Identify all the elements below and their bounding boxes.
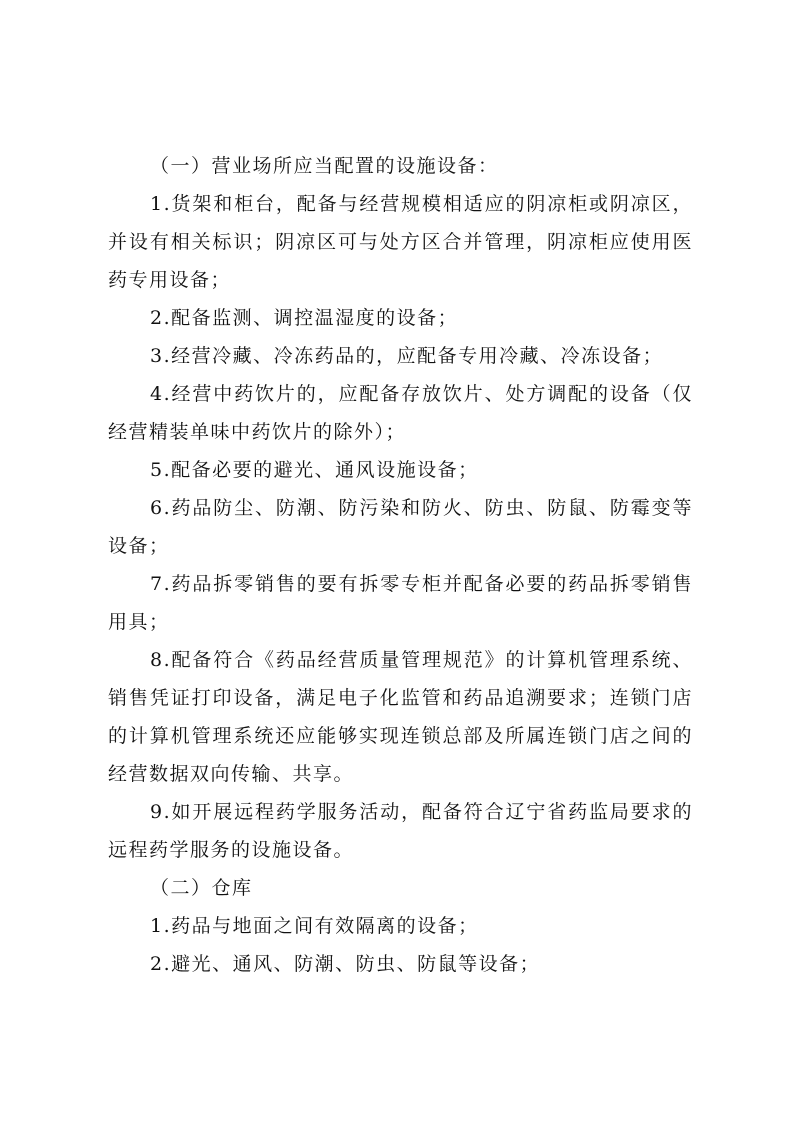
section-heading-warehouse: （二）仓库 — [150, 877, 253, 899]
list-item: 1.货架和柜台，配备与经营规模相适应的阴凉柜或阴凉区，并设有相关标识；阴凉区可与处方区合并管理，阴凉柜应使用医药专用设备； — [108, 193, 693, 291]
list-item: 5.配备必要的避光、通风设施设备； — [150, 459, 479, 481]
list-item: 8.配备符合《药品经营质量管理规范》的计算机管理系统、销售凭证打印设备，满足电子化监管和药品追溯要求；连锁门店的计算机管理系统还应能够实现连锁总部及所属连锁门店之间的经营数据双向传输、共享。 — [108, 649, 693, 785]
document-body — [108, 147, 693, 983]
list-item: 3.经营冷藏、冷冻药品的，应配备专用冷藏、冷冻设备； — [150, 345, 664, 367]
list-item: 2.配备监测、调控温湿度的设备； — [150, 307, 459, 329]
list-item: 1.药品与地面之间有效隔离的设备； — [150, 915, 479, 937]
list-item: 2.避光、通风、防潮、防虫、防鼠等设备； — [150, 953, 541, 975]
section-heading-premises: （一）营业场所应当配置的设施设备： — [150, 155, 499, 177]
list-item: 9.如开展远程药学服务活动，配备符合辽宁省药监局要求的远程药学服务的设施设备。 — [108, 801, 693, 861]
list-item: 7.药品拆零销售的要有拆零专柜并配备必要的药品拆零销售用具； — [108, 573, 693, 633]
list-item: 4.经营中药饮片的，应配备存放饮片、处方调配的设备（仅经营精装单味中药饮片的除外）； — [108, 383, 693, 443]
list-item: 6.药品防尘、防潮、防污染和防火、防虫、防鼠、防霉变等设备； — [108, 497, 693, 557]
